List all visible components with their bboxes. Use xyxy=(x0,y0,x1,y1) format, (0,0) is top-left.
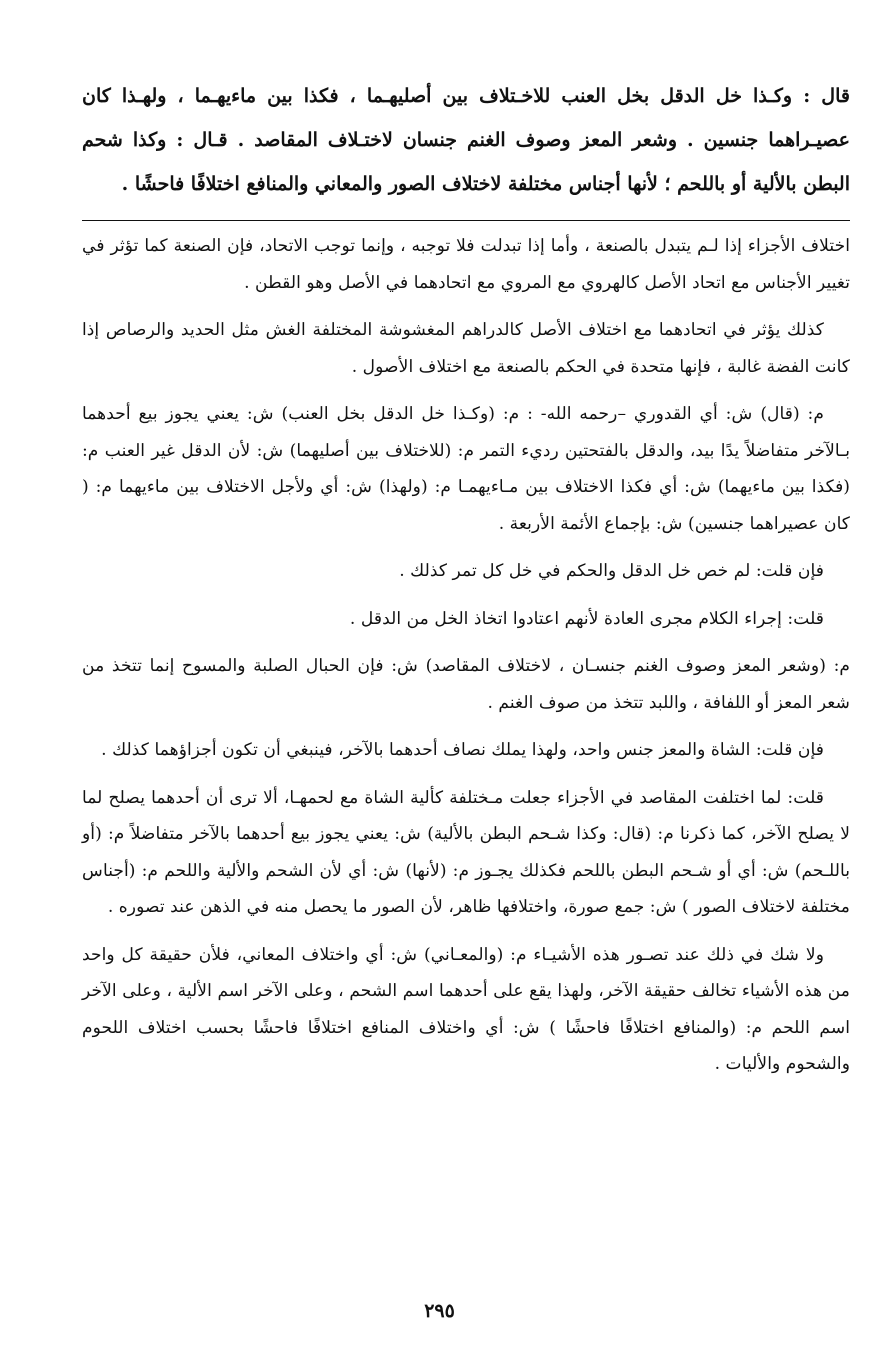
commentary-paragraph: م: (وشعر المعز وصوف الغنم جنسـان ، لاختلاف المقاصد) ش: فإن الحبال الصلبة والمسوح إنما تتخذ من شعر المعز أو اللفافة ، واللبد تتخذ من صوف الغنم . xyxy=(82,656,850,713)
commentary-paragraph: كذلك يؤثر في اتحادهما مع اختلاف الأصل كالدراهم المغشوشة المختلفة الغش مثل الحديد والرصاص إذا كانت الفضة غالبة ، فإنها متحدة في الحكم بالصنعة مع اختلاف الأصول . xyxy=(82,320,850,377)
commentary-paragraph: فإن قلت: لم خص خل الدقل والحكم في خل كل تمر كذلك . xyxy=(399,561,824,581)
commentary-paragraph: قلت: لما اختلفت المقاصد في الأجزاء جعلت مـختلفة كألية الشاة مع لحمهـا، ألا ترى أن أحدهما يصلح لما لا يصلح الآخر، كما ذكرنا م: (قال: وكذا شـحم البطن بالألية) ش: يعني يجوز بيع أحدهما بالآخر متفاضلاً م: (أو باللـحم) ش: أي أو شـحم البطن باللحم فكذلك يجـوز م: (لأنها) ش: أي لأن الشحم والألية واللحم م: (أجناس مختلفة لاختلاف الصور ) ش: جمع صورة، واختلافها ظاهر، لأن الصور ما يحصل منه في الذهن عند تصوره . xyxy=(82,787,850,917)
main-text: قال : وكـذا خل الدقل بخل العنب للاخـتلاف بين أصليهـما ، فكذا بين ماءيهـما ، ولهـذا كان عصيـراهما جنسين . وشعر المعز وصوف الغنم جنسان لاختـلاف المقاصد . قـال : وكذا شحم البطن بالألية أو باللحم ؛ لأنها أجناس مختلفة لاختلاف الصور والمعاني والمنافع اختلافًا فاحشًا . xyxy=(82,85,850,195)
commentary-paragraph: فإن قلت: الشاة والمعز جنس واحد، ولهذا يملك نصاف أحدهما بالآخر، فينبغي أن تكون أجزاؤهما كذلك . xyxy=(101,740,824,760)
commentary-paragraph: قلت: إجراء الكلام مجرى العادة لأنهم اعتادوا اتخاذ الخل من الدقل . xyxy=(349,608,824,629)
commentary-paragraph: ولا شك في ذلك عند تصـور هذه الأشيـاء م: (والمعـاني) ش: أي واختلاف المعاني، فلأن حقيقة كل واحد من هذه الأشياء تخالف حقيقة الآخر، ولهذا يقع على أحدهما اسم الشحم ، وعلى الآخر اسم الألية ، وعلى الآخر اسم اللحم م: (والمنافع اختلافًا فاحشًا ) ش: أي واختلاف المنافع اختلافًا فاحشًا بحسب اختلاف اللحوم والشحوم والأليات . xyxy=(82,944,850,1074)
commentary-paragraph: اختلاف الأجزاء إذا لـم يتبدل بالصنعة ، وأما إذا تبدلت فلا توجبه ، وإنما توجب الاتحاد، فإن الصنعة كما تؤثر في تغيير الأجناس مع اتحاد الأصل كالهروي مع المروي مع اتحادهما في الأصل وهو القطن . xyxy=(82,236,850,293)
divider-rule xyxy=(82,220,850,221)
commentary-paragraph: م: (قال) ش: أي القدوري –رحمه الله- : م: (وكـذا خل الدقل بخل العنب) ش: يعني يجوز بيع أحدهما بـالآخر متفاضلاً يدًا بيد، والدقل بالفتحتين رديء التمر م: (للاختلاف بين أصليهما) ش: لأن الدقل غير العنب م: (فكذا بين ماءيهما) ش: أي فكذا الاختلاف بين مـاءيهمـا م: (ولهذا) ش: أي ولأجل الاختلاف بين ماءيهما م: ( كان عصيراهما جنسين) ش: بإجماع الأئمة الأربعة . xyxy=(82,404,850,534)
commentary xyxy=(82,228,850,1094)
page-number: ٢٩٥ xyxy=(424,1300,455,1322)
